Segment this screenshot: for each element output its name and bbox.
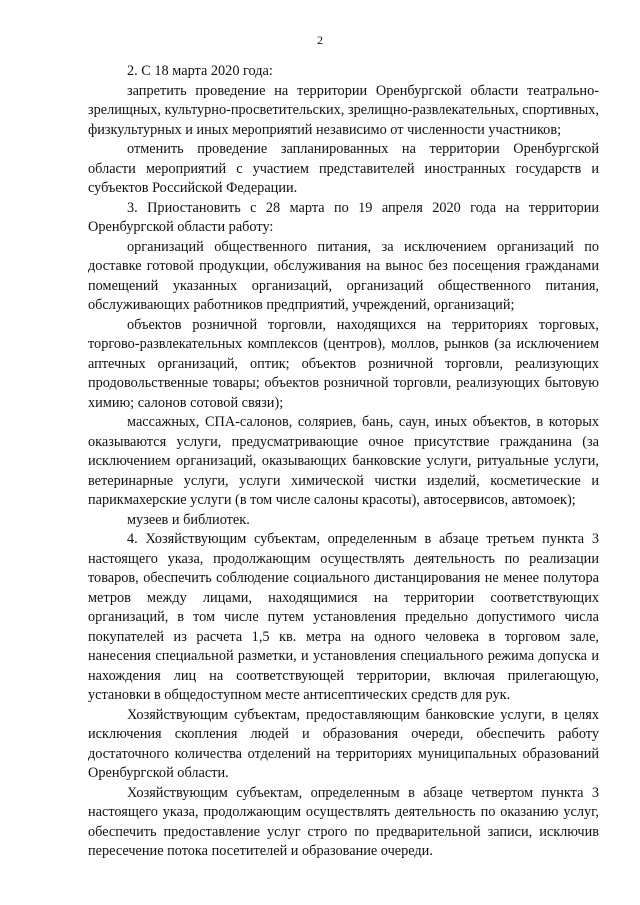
paragraph-cancel-events: отменить проведение запланированных на территории Оренбургской области мероприятий с участием представителей иностранных государств и субъектов Российской Федерации. [88, 141, 599, 196]
paragraph-retail: объектов розничной торговли, находящихся на территориях торговых, торгово-развлекательных комплексов (центров), моллов, рынков (за исключением аптечных организаций, оптик; объектов розничной торговли, реализующих продовольственные товары; объектов розничной торговли, реализующих бытовую химию; салонов сотовой связи); [88, 316, 599, 411]
page-number: 2 [317, 33, 323, 47]
paragraph-3-heading: 3. Приостановить с 28 марта по 19 апреля 2020 года на территории Оренбургской области работу: [88, 199, 599, 235]
paragraph-banking: Хозяйствующим субъектам, предоставляющим банковские услуги, в целях исключения скопления людей и образования очереди, обеспечить работу достаточного количества отделений на территориях муниципальных образований Оренбургской области. [88, 706, 599, 781]
paragraph-ban-events: запретить проведение на территории Оренбургской области театрально-зрелищных, культурно-просветительских, зрелищно-развлекательных, спортивных, физкультурных и иных мероприятий независимо от численности участников; [88, 82, 599, 138]
paragraph-services: массажных, СПА-салонов, соляриев, бань, саун, иных объектов, в которых оказываются услуги, предусматривающие очное присутствие гражданина (за исключением организаций, оказывающих банковские услуги, ритуальные услуги, ветеринарные услуги, услуги химической чистки изделий, косметические и парикмахерские услуги (в том числе салоны красоты), автосервисов, автомоек); [88, 414, 599, 508]
paragraph-catering: организаций общественного питания, за исключением организаций по доставке готовой продукции, обслуживания на вынос без посещения гражданами помещений указанных организаций, организаций общественного питания, обслуживающих работников предприятий, учреждений, организаций; [88, 238, 599, 313]
paragraph-4-distancing: 4. Хозяйствующим субъектам, определенным в абзаце третьем пункта 3 настоящего указа, продолжающим осуществлять деятельность по реализации товаров, обеспечить соблюдение социального дистанцирования не менее полутора метров между лицами, находящимися на территории соответствующих организаций, в том числе путем установления предельно допустимого числа покупателей из расчета 1,5 кв. метра на одного человека в торговом зале, нанесения специальной разметки, и установления специального режима допуска и нахождения лиц на соответствующей территории, включая прилегающую, установки в общедоступном месте антисептических средств для рук. [88, 531, 599, 703]
document-body [88, 62, 599, 862]
paragraph-2-heading: 2. С 18 марта 2020 года: [127, 63, 273, 79]
paragraph-appointments: Хозяйствующим субъектам, определенным в абзаце четвертом пункта 3 настоящего указа, продолжающим осуществлять деятельность по оказанию услуг, обеспечить предоставление услуг строго по предварительной записи, исключив пересечение потока посетителей и образование очереди. [88, 784, 599, 859]
paragraph-museums: музеев и библиотек. [127, 511, 250, 528]
